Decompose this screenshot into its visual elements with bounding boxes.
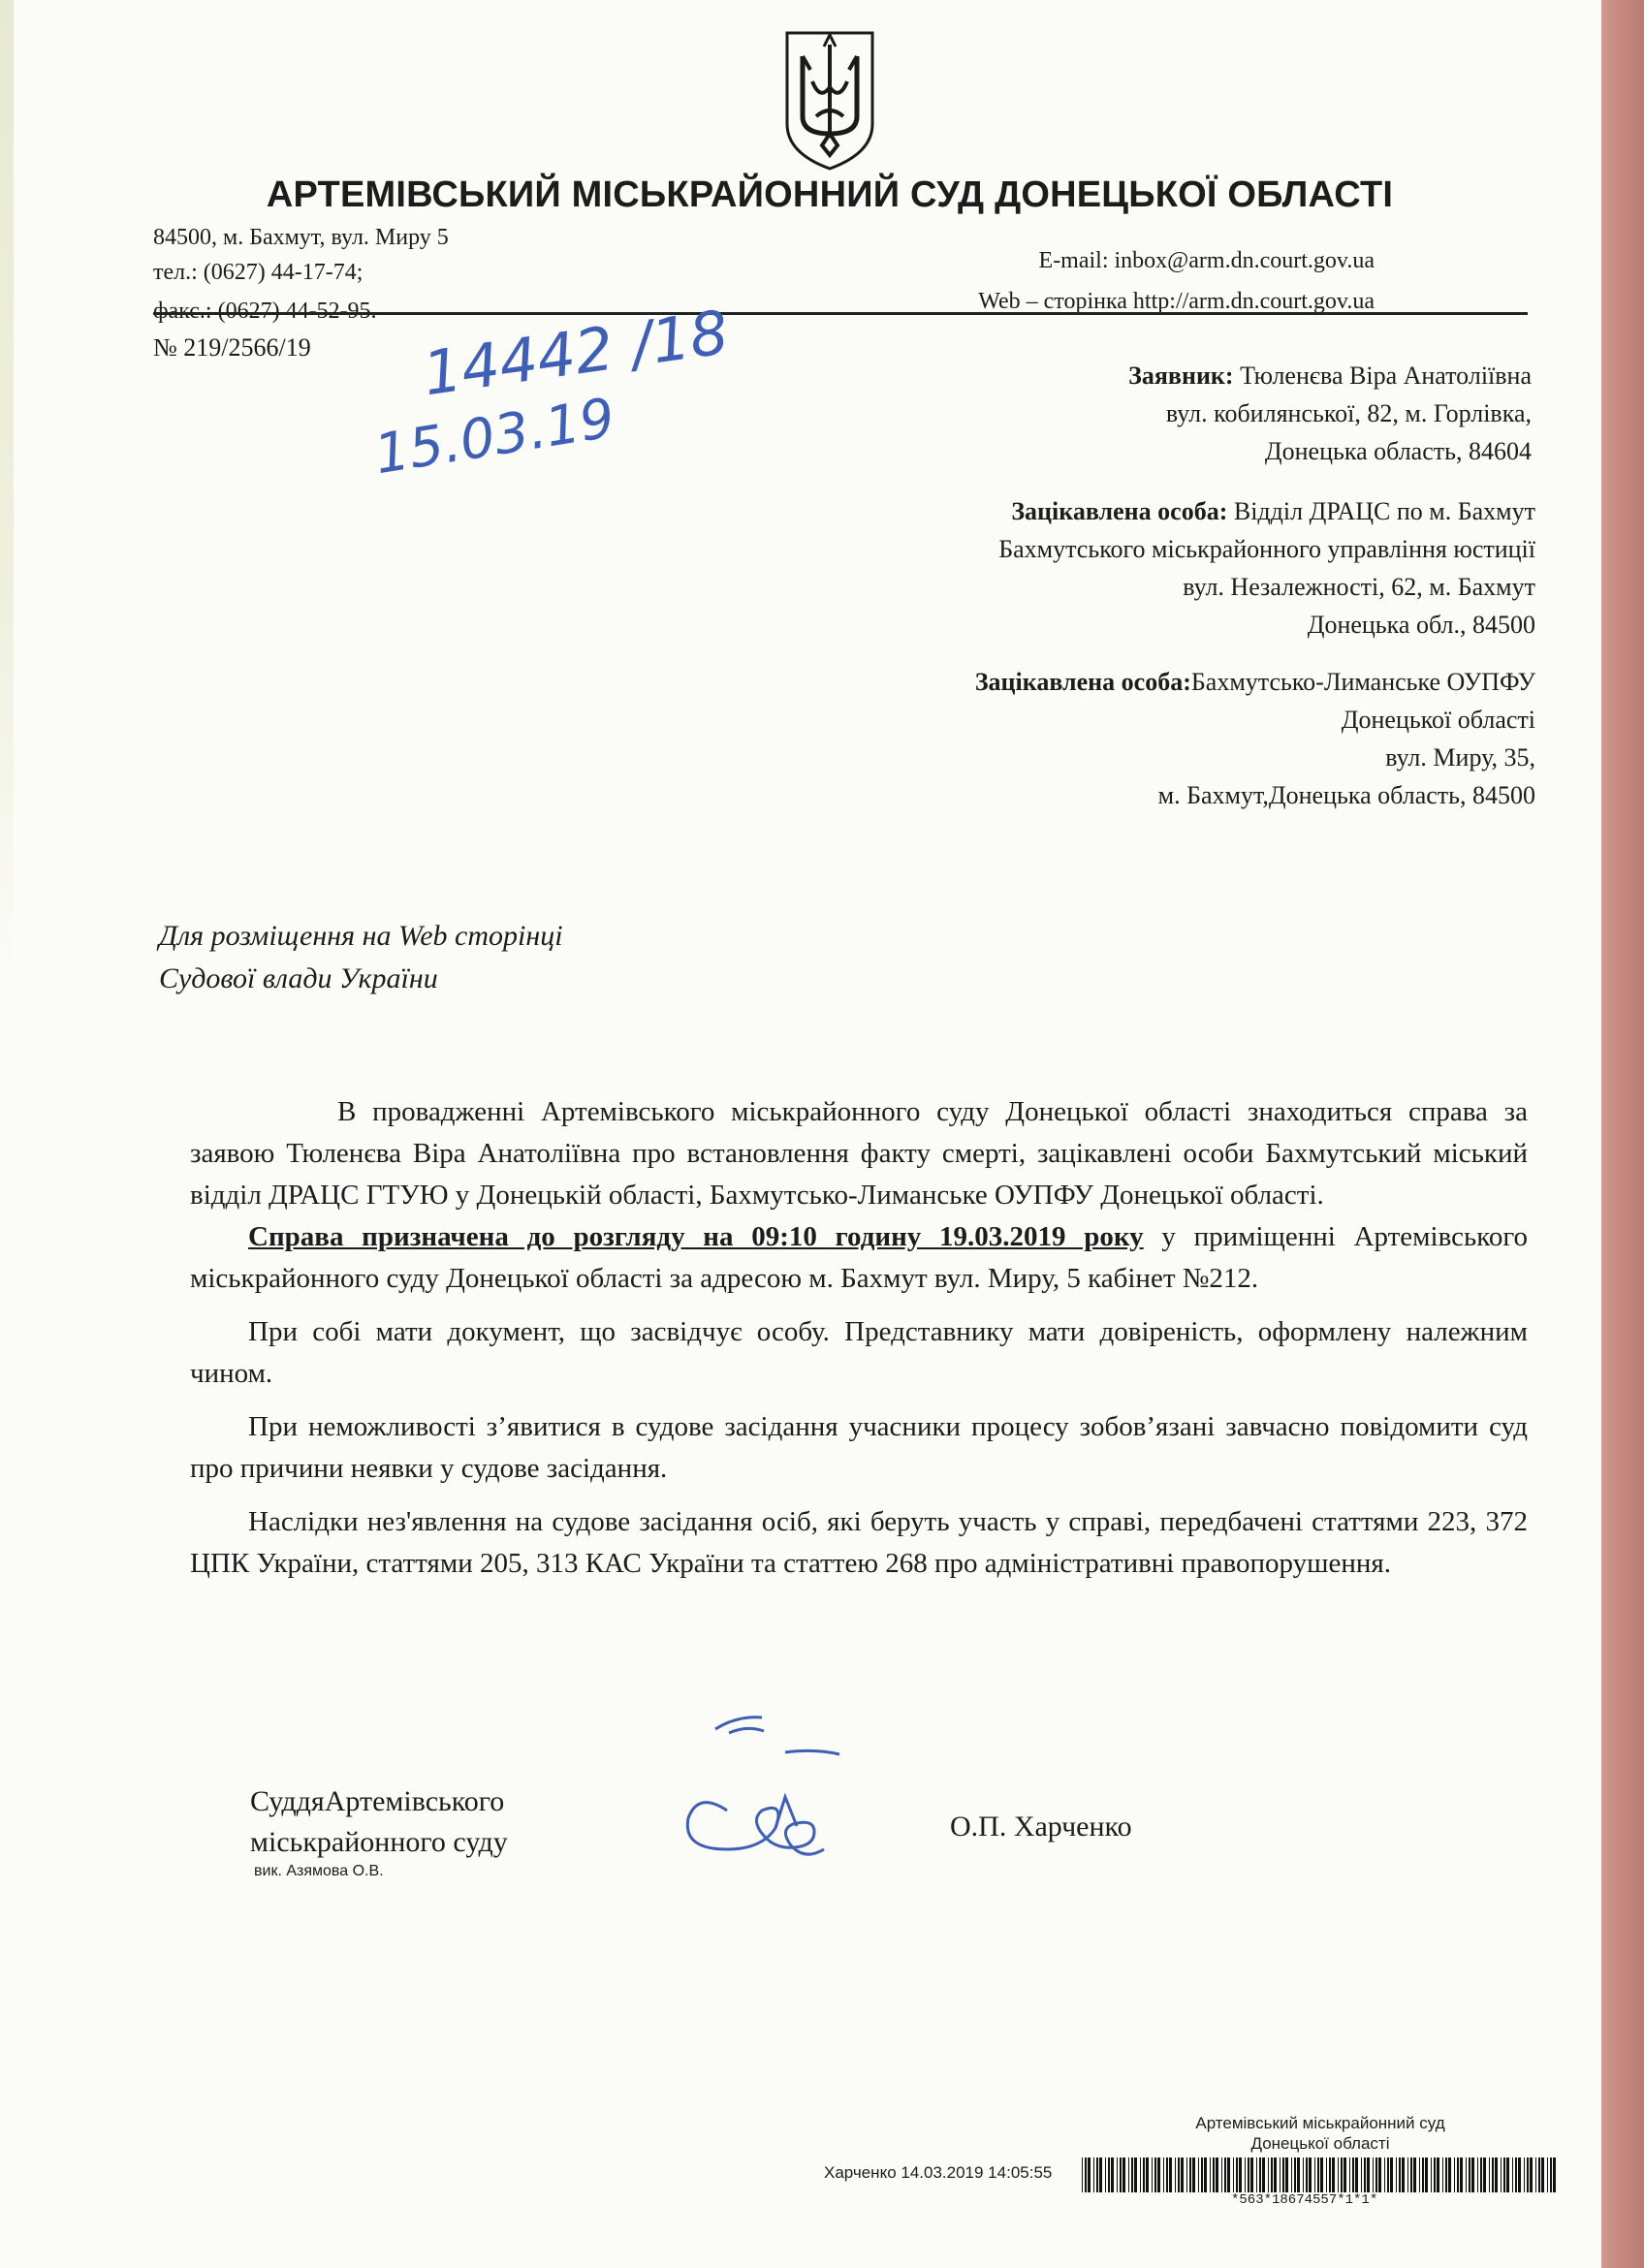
interested-party-2-address-line: м. Бахмут,Донецька область, 84500 bbox=[1157, 781, 1535, 809]
stamp-court-line: Артемівський міськрайонний суд bbox=[1195, 2114, 1445, 2132]
applicant-address-line: Донецька область, 84604 bbox=[1264, 437, 1532, 465]
interested-party-1-address-line: Бахмутського міськрайонного управління юстиції bbox=[998, 535, 1535, 563]
body-paragraph: В провадженні Артемівського міськрайонного суду Донецької області знаходиться справа за заявою Тюленєва Віра Анатоліївна про встановлення факту смерті, зацікавлені особи Бахмутський міський відділ ДРАЦС ГТУЮ у Донецькій області, Бахмутсько-Лиманське ОУПФУ Донецької області. bbox=[190, 1096, 1528, 1211]
court-email: E-mail: inbox@arm.dn.court.gov.ua bbox=[1038, 248, 1375, 273]
judge-title bbox=[250, 1781, 508, 1863]
barcode-icon bbox=[1080, 2158, 1559, 2192]
body-paragraph: При собі мати документ, що засвідчує особу. Представнику мати довіреність, оформлену належним чином. bbox=[190, 1316, 1528, 1389]
court-phone: тел.: (0627) 44-17-74; bbox=[153, 260, 364, 285]
handwritten-registration-date: 15.03.19 bbox=[370, 386, 619, 488]
interested-party-1-address-line: Донецька обл., 84500 bbox=[1307, 611, 1535, 639]
interested-party-2-address-line: вул. Миру, 35, bbox=[1385, 743, 1535, 772]
court-fax: факс.: (0627) 44-52-95. bbox=[153, 299, 377, 324]
court-website: Web – сторінка http://arm.dn.court.gov.ua bbox=[978, 289, 1375, 314]
trident-emblem-icon bbox=[781, 27, 878, 173]
hearing-paragraph bbox=[190, 1216, 1528, 1300]
hearing-date-statement: Справа призначена до розгляду на 09:10 годину 19.03.2019 року bbox=[248, 1221, 1144, 1252]
interested-party-1-label: Зацікавлена особа: bbox=[1011, 497, 1228, 525]
applicant-address-line: вул. кобилянської, 82, м. Горлівка, bbox=[1165, 399, 1532, 427]
applicant-label: Заявник: bbox=[1128, 362, 1234, 390]
body-paragraph: Наслідки нез'явлення на судове засідання осіб, які беруть участь у справі, передбачені статтями 223, 372 ЦПК України, статтями 205, 313 КАС України та статтею 268 про адміністративні правопорушення. bbox=[190, 1506, 1528, 1579]
executor-note: вик. Азямова О.В. bbox=[254, 1863, 384, 1879]
body-paragraph: При неможливості з’явитися в судове засідання учасники процесу зобов’язані завчасно повідомити суд про причини неявки у судове засідання. bbox=[190, 1411, 1528, 1484]
hearing-location: у приміщенні Артемівського міськрайонного суду Донецької області за адресою м. Бахмут вул. Миру, 5 кабінет №212. bbox=[190, 1221, 1529, 1294]
interested-party-1-name: Відділ ДРАЦС по м. Бахмут bbox=[1227, 497, 1535, 525]
case-number: № 219/2566/19 bbox=[153, 333, 311, 362]
page-edge bbox=[1601, 0, 1644, 2268]
handwritten-registration-number: 14442 /18 bbox=[419, 296, 733, 410]
court-address: 84500, м. Бахмут, вул. Миру 5 bbox=[153, 225, 449, 250]
interested-party-2-label: Зацікавлена особа: bbox=[974, 668, 1191, 696]
header-rule bbox=[153, 312, 1528, 315]
applicant-name: Тюленєва Віра Анатоліївна bbox=[1233, 362, 1532, 390]
interested-party-2-address-line: Донецької області bbox=[1341, 706, 1535, 734]
web-note-line: Для розміщення на Web сторінці bbox=[159, 920, 563, 952]
web-note-line: Судової влади України bbox=[159, 962, 438, 994]
stamp-signer-timestamp: Харченко 14.03.2019 14:05:55 bbox=[824, 2163, 1053, 2182]
interested-party-2-block bbox=[975, 663, 1535, 814]
judge-title-line: міськрайонного суду bbox=[250, 1826, 508, 1858]
notice-body bbox=[190, 1091, 1528, 1596]
paper-stain bbox=[0, 0, 14, 969]
court-title: АРТЕМІВСЬКИЙ МІСЬКРАЙОННИЙ СУД ДОНЕЦЬКОЇ ОБЛАСТІ bbox=[266, 174, 1394, 215]
interested-party-2-name: Бахмутсько-Лиманське ОУПФУ bbox=[1190, 668, 1535, 696]
handwritten-signature bbox=[669, 1704, 872, 1869]
web-publication-note bbox=[159, 915, 563, 1000]
interested-party-1-address-line: вул. Незалежності, 62, м. Бахмут bbox=[1183, 573, 1535, 601]
judge-name: О.П. Харченко bbox=[950, 1811, 1132, 1843]
interested-party-1-block bbox=[998, 492, 1535, 644]
electronic-stamp-court bbox=[1136, 2113, 1504, 2154]
stamp-court-line: Донецької області bbox=[1250, 2134, 1390, 2153]
judge-title-line: СуддяАртемівського bbox=[250, 1785, 505, 1817]
barcode-number: *563*18674557*1*1* bbox=[1231, 2192, 1378, 2208]
applicant-block bbox=[1128, 357, 1532, 470]
